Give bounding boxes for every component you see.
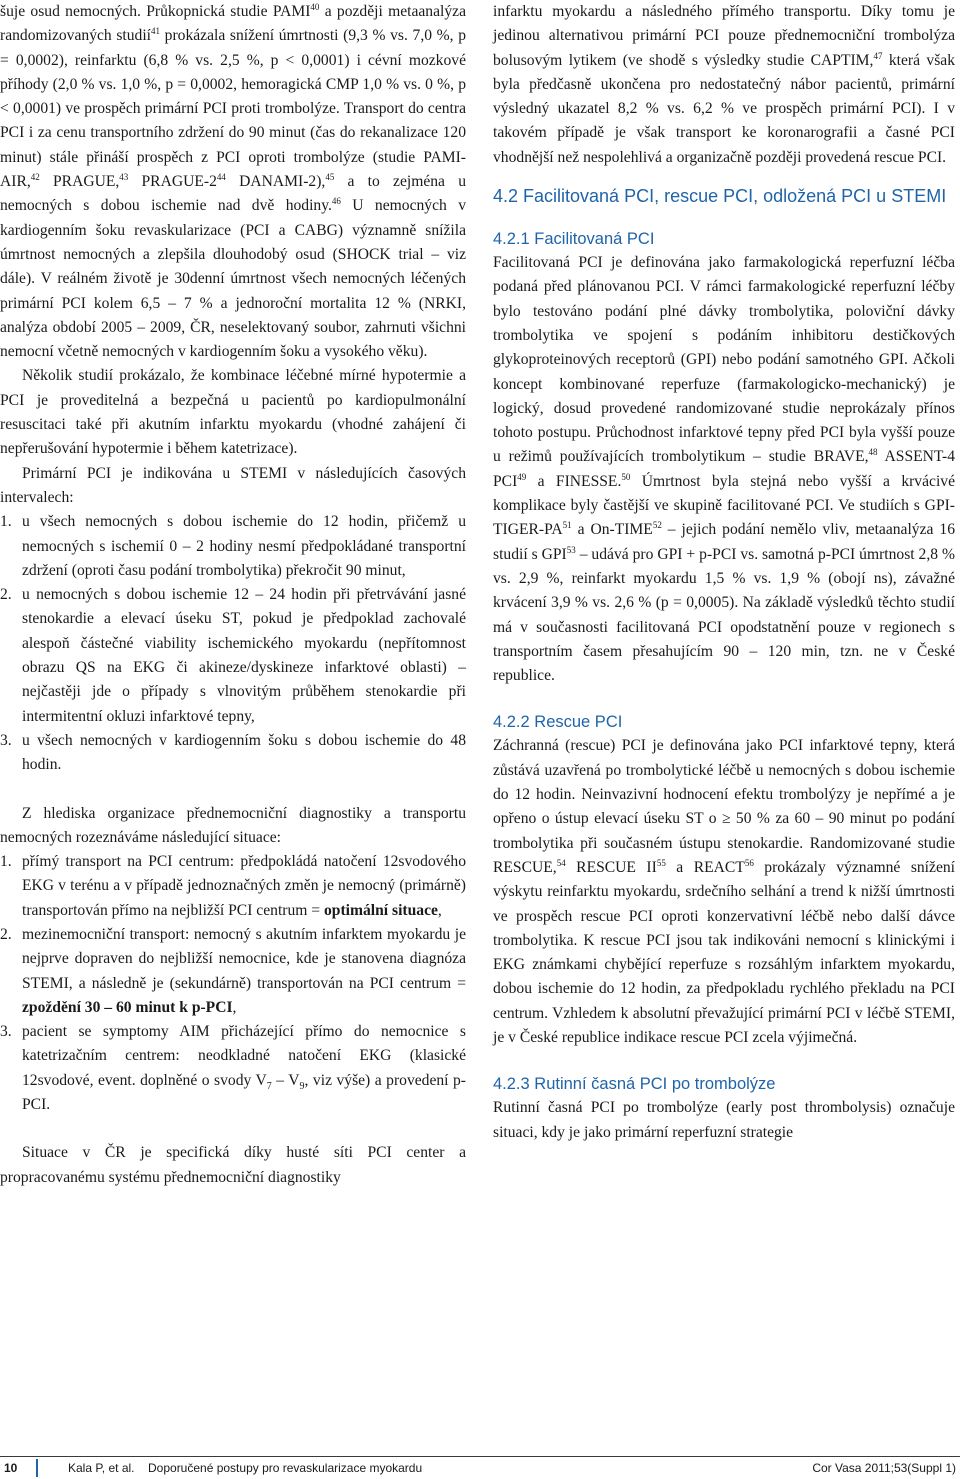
list-item-text: u všech nemocných s dobou ischemie do 12 hodin, přičemž u nemocných s ischemií 0 – 2 hodiny nesmí předpokládané transportní zdržení (oproti času podání trombolytika) překročit 90 minut, [22, 513, 466, 579]
list-number: 3. [0, 731, 12, 749]
text-run: – jejich podání nemělo vliv, metaanalýza 16 studií s GPI [493, 521, 956, 563]
citation-ref: 55 [656, 857, 666, 868]
paragraph-facilitated-pci [493, 251, 955, 688]
paragraph-organization-intro: Z hlediska organizace přednemocniční diagnostiky a transportu nemocných rozeznáváme následující situace: [0, 804, 466, 846]
text-run: a to zejména u nemocných s dobou ischemie nad dvě hodiny. [0, 173, 467, 215]
paragraph-primary-pci-evidence [0, 0, 466, 364]
paragraph-czech-situation: Situace v ČR je specifická díky husté síti PCI center a propracovanému systému přednemocniční diagnostiky [0, 1144, 466, 1186]
emphasis-text: zpoždění 30 – 60 minut k p-PCI [22, 998, 233, 1016]
text-run: ASSENT-4 PCI [493, 448, 955, 490]
footer-rule [0, 1456, 960, 1457]
list-item [0, 923, 466, 1020]
list-item [0, 510, 466, 583]
text-run: mezinemocniční transport: nemocný s akutním infarktem myokardu je nejprve dopraven do nejbližší nemocnice, kde je stanovena diagnóza STEMI, a následně je (sekundárně) transportován na PCI centrum = [22, 925, 466, 992]
text-run: a On-TIME [571, 521, 653, 539]
citation-ref: 51 [562, 520, 572, 531]
list-item [0, 729, 466, 778]
text-run: RESCUE II [565, 858, 657, 876]
subsection-heading-4-2-2: 4.2.2 Rescue PCI [493, 713, 623, 732]
text-run: a REACT [665, 858, 745, 876]
subscript: 7 [266, 1080, 272, 1092]
list-item-text: u všech nemocných v kardiogenním šoku s dobou ischemie do 48 hodin. [22, 731, 466, 774]
footer-journal: Cor Vasa 2011;53(Suppl 1) [812, 1461, 956, 1475]
paragraph-early-pci: Rutinní časná PCI po trombolýze (early post thrombolysis) označuje situaci, kdy je jako primární reperfuzní strategie [493, 1099, 955, 1141]
text-run: Facilitovaná PCI je definována jako farmakologická reperfuzní léčba podaná před plánovanou PCI. V rámci farmakologické reperfuzní léčby bylo testováno podání plné dávky trombolytika, poloviční dávky trombolytika ve spojení s podáním inhibitoru destičkových glykoproteinových receptorů (GPI) nebo podání samotného GPI. Ačkoli koncept kombinované reperfuze (farmakologicko-mechanický) je logický, dosud provedené randomizované studie neprokázaly přínos tohoto postupu. Průchodnost infarktové tepny před PCI byla vyšší pouze u režimů používajících trombolytikum – studie BRAVE, [493, 254, 955, 466]
citation-ref: 54 [556, 857, 566, 868]
citation-ref: 46 [331, 196, 341, 207]
text-run: prokázaly významné snížení výskytu reinfarktu myokardu, srdečního selhání a trend k nižší úmrtnosti ve prospěch rescue PCI oproti konzervativní léčbě nebo další dávce trombolytika. K rescue PCI jsou tak indikováni nemocní s klinickými i EKG známkami chybějící reperfuze s rozsáhlým infarktem myokardu, dobou ischemie do 12 hodin, za předpokladu rychlého překladu na PCI centrum. Vzhledem k absolutní převažující primární PCI v léčbě STEMI, je v České republice indikace rescue PCI zcela výjimečná. [493, 858, 955, 1046]
subscript: 9 [299, 1080, 305, 1092]
list-item [0, 583, 466, 729]
list-number: 1. [0, 513, 12, 531]
paragraph-captim [493, 0, 955, 170]
citation-ref: 47 [873, 50, 883, 61]
citation-ref: 49 [517, 471, 527, 482]
list-item-text: u nemocných s dobou ischemie 12 – 24 hodin při přetrvávání jasné stenokardie a elevací úseku ST, pokud je předpoklad zachovalé alespoň částečné viability ischemického myokardu (nepřítomnost obrazu QS na EKG či akineze/dyskineze infarktové oblasti) – nejčastěji jde o případy s vlnovitým průběhem stenokardie při intermitentní okluzi infarktové tepny, [22, 586, 466, 725]
text-run: – udává pro GPI + p-PCI vs. samotná p-PCI úmrtnost 2,8 % vs. 2,9 %, reinfarkt myokardu 1,5 % vs. 1,9 % (obojí ns), závažné krvácení 3,9 % vs. 2,6 % (p = 0,0005). Na základě výsledků těchto studií má v současnosti facilitovaná PCI opodstatnění pouze v regionech s transportním časem přesahujícím 90 – 120 min, tzn. ne v České republice. [493, 545, 955, 685]
text-run: , viz výše) a provedení p-PCI. [22, 1071, 466, 1114]
citation-ref: 50 [621, 471, 631, 482]
paragraph-rescue-pci [493, 734, 955, 1050]
text-run: Úmrtnost byla stejná nebo vyšší a krvácivé komplikace byly častější ve skupině facilitované PCI. Ve studiích s GPI-TIGER-PA [493, 472, 955, 539]
paragraph-indication-intro: Primární PCI je indikována u STEMI v následujících časových intervalech: [0, 464, 466, 506]
text-run: která však byla předčasně ukončena pro nedostatečný nábor pacientů, primární výsledný ukazatel 8,2 % vs. 6,2 % ve prospěch primární PCI). I v takovém případě je však transport ke koronarografii a časné PCI vhodnější než nespolehlivá a organizačně později provedená rescue PCI. [493, 51, 955, 166]
page-number: 10 [4, 1461, 18, 1475]
citation-ref: 42 [30, 171, 40, 182]
text-run: U nemocných v kardiogenním šoku revaskularizace (PCI a CABG) významně snížila úmrtnost nemocných a zlepšila dlouhodobý osud (SHOCK trial – viz dále). V reálném životě je 30denní úmrtnost všech nemocných léčených primární PCI kolem 6,5 – 7 % a jednoroční mortalita 12 % (NRKI, analýza období 2005 – 2009, ČR, neselektovaný soubor, zahrnuti všichni nemocní včetně nemocných v kardiogenním šoku a vysokého věku). [0, 197, 466, 361]
list-number: 2. [0, 586, 12, 604]
spacer [0, 1117, 466, 1141]
citation-ref: 56 [744, 857, 754, 868]
citation-ref: 48 [868, 447, 878, 458]
list-number: 1. [0, 853, 12, 871]
subsection-heading-4-2-3: 4.2.3 Rutinní časná PCI po trombolýze [493, 1075, 776, 1094]
citation-ref: 43 [119, 171, 129, 182]
text-run: přímý transport na PCI centrum: předpokládá natočení 12svodového EKG v terénu a v případě jednoznačných změn je nemocný (primárně) transportován přímo na nejbližší PCI centrum = [22, 853, 466, 919]
footer-divider [36, 1459, 38, 1477]
subsection-heading-4-2-1: 4.2.1 Facilitovaná PCI [493, 230, 655, 249]
text-run: , [232, 998, 237, 1016]
section-heading-4-2: 4.2 Facilitovaná PCI, rescue PCI, odložená PCI u STEMI [493, 186, 947, 207]
citation-ref: 41 [151, 26, 161, 37]
list-number: 3. [0, 1023, 12, 1041]
transport-list [0, 850, 466, 1117]
text-run: prokázala snížení úmrtnosti (9,3 % vs. 7,0 %, p = 0,0002), reinfarktu (6,8 % vs. 2,5 %, p < 0,0001) i cévní mozkové příhody (2,0 % vs. 1,0 %, p = 0,0002, hemoragická CMP 1,0 % vs. 0 %, p < 0,0001) ve prospěch primární PCI proti trombolýze. Transport do centra PCI i za cenu transportního zdržení do 90 minut (čas do rekanalizace 120 minut) stále přináší prospěch z PCI oproti trombolýze (studie PAMI-AIR, [0, 27, 466, 191]
text-run: DANAMI-2), [225, 173, 326, 191]
left-column [0, 0, 466, 1190]
text-run: a později metaanalýza randomizovaných studií [0, 3, 466, 45]
footer-title: Doporučené postupy pro revaskularizace myokardu [148, 1461, 423, 1475]
right-column [493, 0, 955, 1145]
paragraph-hypothermia: Několik studií prokázalo, že kombinace léčebné mírné hypotermie a PCI je proveditelná a bezpečná u pacientů po kardiopulmonální resuscitaci také při akutním infarktu myokardu (vhodné zahájení či nepřerušování hypotermie i během katetrizace). [0, 367, 466, 458]
text-run: PRAGUE-2 [128, 173, 217, 191]
text-run: PRAGUE, [39, 173, 120, 191]
indication-list [0, 510, 466, 777]
page-footer [0, 1456, 960, 1479]
text-run: šuje osud nemocných. Průkopnická studie PAMI [0, 3, 311, 20]
spacer [0, 778, 466, 802]
citation-ref: 44 [216, 171, 226, 182]
citation-ref: 40 [310, 1, 320, 12]
text-run: a FINESSE. [526, 472, 622, 490]
emphasis-text: optimální situace [323, 901, 438, 919]
citation-ref: 45 [325, 171, 335, 182]
text-run: pacient se symptomy AIM přicházející přímo do nemocnice s katetrizačním centrem: neodkladné natočení EKG (klasické 12svodové, event. doplněné o svody V [22, 1023, 466, 1089]
citation-ref: 53 [566, 544, 576, 555]
text-run: – V [271, 1071, 300, 1089]
text-run: Záchranná (rescue) PCI je definována jako PCI infarktové tepny, která zůstává uzavřená po trombolytické léčbě u nemocných s dobou ischemie do 12 hodin. Neinvazivní hodnocení efektu trombolýzy je nepřímé a je opřeno o ústup elevací úseku ST o ≥ 50 % za 60 – 90 minut po podání trombolytika při současném ústupu stenokardie. Randomizované studie RESCUE, [493, 737, 955, 876]
text-run: infarktu myokardu a následného přímého transportu. Díky tomu je jedinou alternativou primární PCI pouze přednemocniční trombolýza bolusovým lytikem (ve shodě s výsledky studie CAPTIM, [493, 3, 955, 69]
list-item [0, 1020, 466, 1117]
citation-ref: 52 [652, 520, 662, 531]
list-number: 2. [0, 925, 12, 943]
text-run: , [437, 901, 442, 919]
list-item [0, 850, 466, 923]
footer-authors: Kala P, et al. [68, 1461, 135, 1475]
